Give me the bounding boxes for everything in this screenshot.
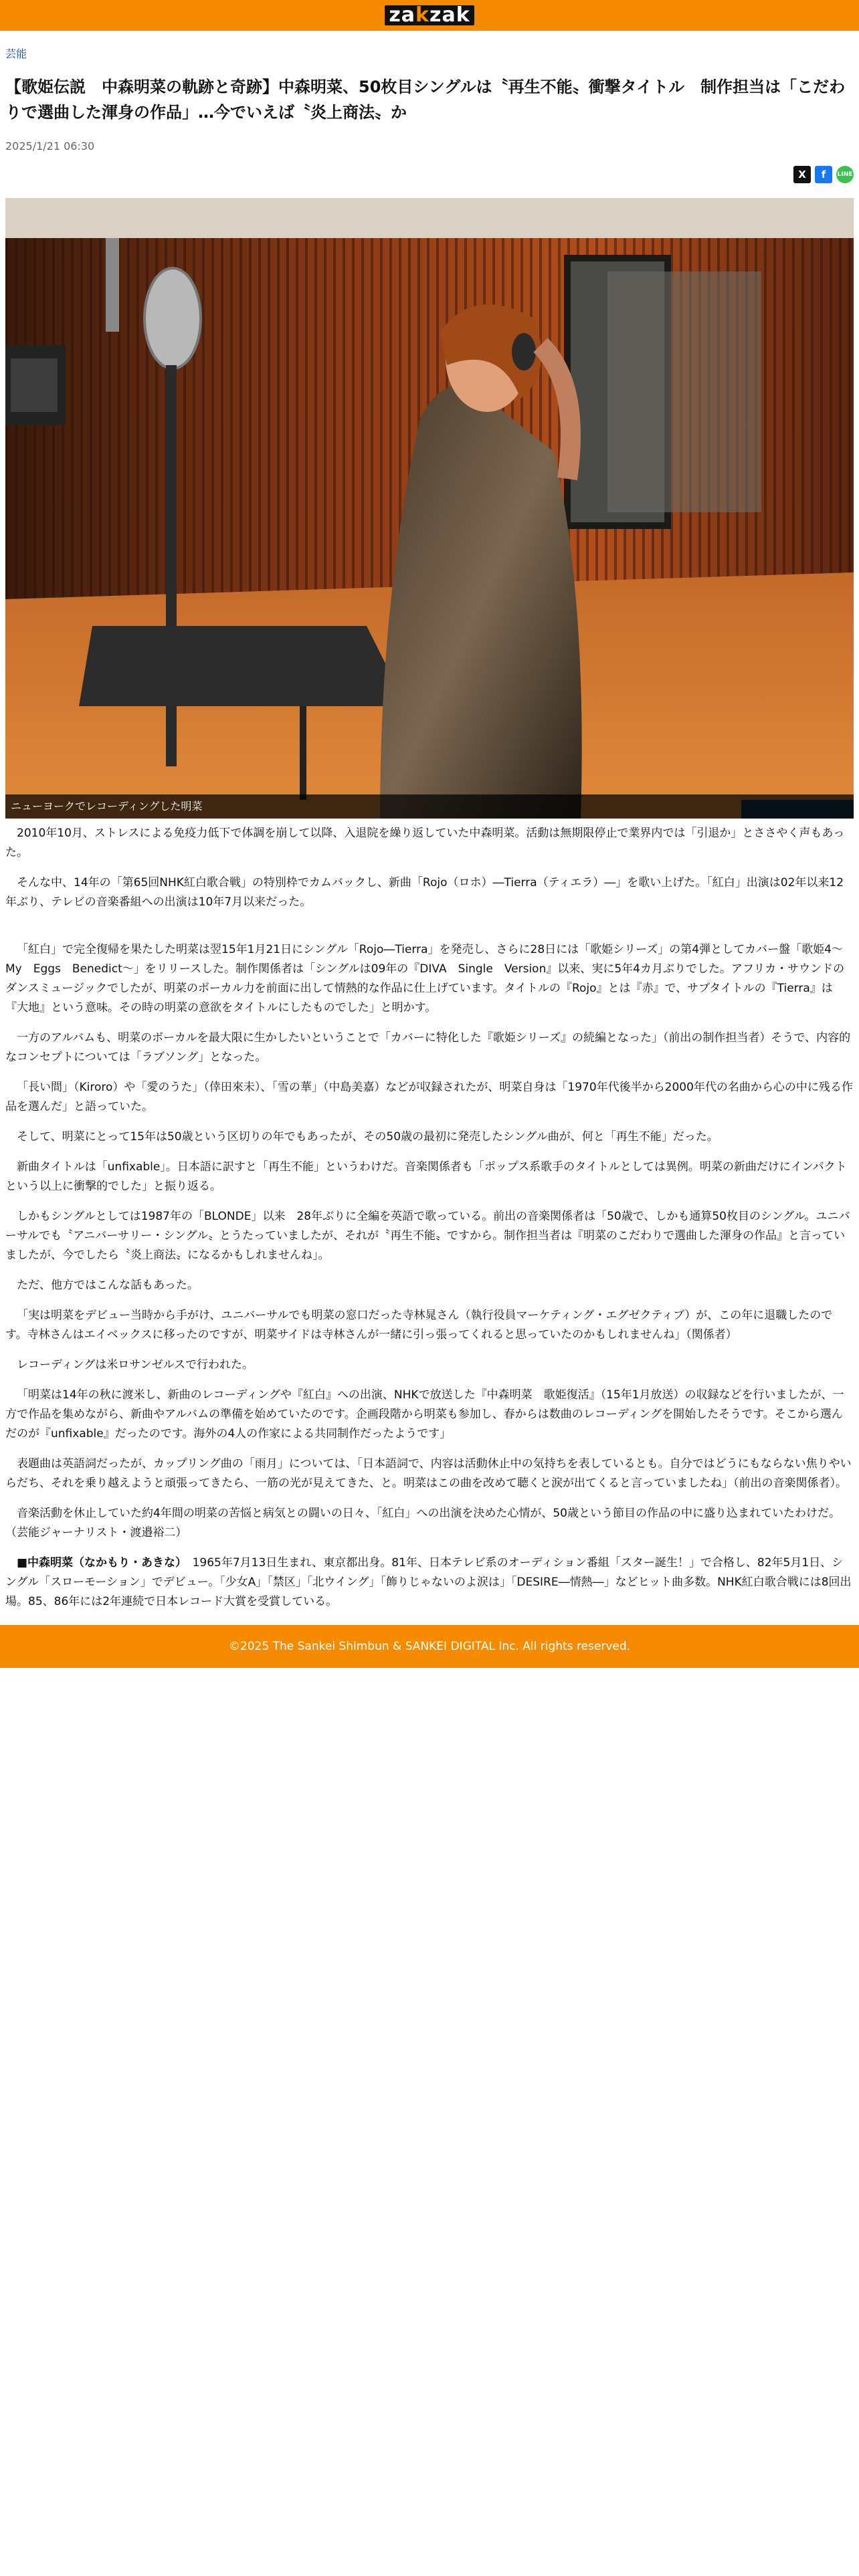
paragraph-4: 一方のアルバムも、明菜のボーカルを最大限に生かしたいということで「カバーに特化した『歌姫シリーズ』の続編となった」（前出の制作担当者）そうで、内容的なコンセプトについては「ラブソング」となった。 xyxy=(5,1031,851,1064)
paragraph-5: 「長い間」（Kiroro）や「愛のうた」（倖田來未）、「雪の華」（中島美嘉）などが収録されたが、明菜自身は「1970年代後半から2000年代の名曲から心の中に残る作品を選んだ」と語っていた。 xyxy=(5,1081,853,1113)
article-title: 【歌姫伝説 中森明菜の軌跡と奇跡】中森明菜、50枚目シングルは〝再生不能〟衝撃タイトル 制作担当は「こだわりで選曲した渾身の作品」…今でいえば〝炎上商法〟か xyxy=(5,78,846,122)
category-link[interactable]: 芸能 xyxy=(5,47,27,60)
paragraph-6: そして、明菜にとって15年は50歳という区切りの年でもあったが、その50歳の最初に発売したシングル曲が、何と「再生不能」だった。 xyxy=(17,1130,719,1144)
publish-date: 2025/1/21 06:30 xyxy=(5,140,95,152)
site-footer xyxy=(0,1625,859,1668)
paragraph-1: 2010年10月、ストレスによる免疫力低下で体調を崩して以降、入退院を繰り返していた中森明菜。活動は無期限停止で業界内では「引退か」とささやく声もあった。 xyxy=(5,827,845,859)
profile-text: 1965年7月13日生まれ、東京都出身。81年、日本テレビ系のオーディション番組「スター誕生！」で合格し、82年5月1日、シングル「スローモーション」でデビュー。「少女A」「禁区」「北ウイング」「飾りじゃないのよ涙は」「DESIRE―情熱―」などヒット曲多数。NHK紅白歌合戦には8回出場。85、86年には2年連続で日本レコード大賞を受賞している。 xyxy=(5,1556,852,1608)
line-share-icon[interactable]: LINE xyxy=(836,166,854,183)
paragraph-14: 音楽活動を休止していた約4年間の明菜の苦悩と病気との闘いの日々、「紅白」への出演を決めた心情が、50歳という節目の作品の中に盛り込まれていたわけだ。（芸能ジャーナリスト・渡邉裕二） xyxy=(5,1507,840,1539)
paragraph-7: 新曲タイトルは「unfixable」。日本語に訳すと「再生不能」というわけだ。音楽関係者も「ポップス系歌手のタイトルとしては異例。明菜の新曲だけにインパクトという以上に衝撃的でした」と振り返る。 xyxy=(5,1160,847,1193)
paragraph-10: 「実は明菜をデビュー当時から手がけ、ユニバーサルでも明菜の窓口だった寺林晁さん（執行役員マーケティング・エグゼクティブ）が、この年に退職したのです。寺林さんはエイベックスに移ったのですが、明菜サイドは寺林さんが一緒に引っ張ってくれると思っていたのかもしれませんね」（関係者） xyxy=(5,1309,833,1341)
article-photo xyxy=(5,198,854,819)
paragraph-13: 表題曲は英語詞だったが、カップリング曲の「雨月」については、「日本語詞で、内容は活動休止中の気持ちを表しているとも。自分ではどうにもならない焦りやいらだち、それを乗り越えようと頑張ってきたら、一筋の光が見えてきた、と。明菜はこの曲を改めて聴くと涙が出てくると言っていましたね」（前出の音楽関係者）。 xyxy=(5,1457,852,1490)
paragraph-2: そんな中、14年の「第65回NHK紅白歌合戦」の特別枠でカムバックし、新曲「Rojo（ロホ）―Tierra（ティエラ）―」を歌い上げた。「紅白」出演は02年以来12年ぶり、テレビの音楽番組への出演は10年7月以来だった。 xyxy=(5,876,844,909)
site-logo[interactable] xyxy=(385,5,474,25)
paragraph-3: 「紅白」で完全復帰を果たした明菜は翌15年1月21日にシングル「Rojo―Tierra」を発売し、さらに28日には「歌姫シリーズ」の第4弾としてカバー盤「歌姫4～My Eggs Benedict～」をリリースした。制作関係者は「シングルは09年の『DIVA Single Version』以来、実に5年4カ月ぶりでした。アフリカ・サウンドのダンスミュージックでしたが、明菜のボーカル力を前面に出して情熱的な作品に仕上げています。タイトルの『Rojo』とは『赤』で、サブタイトルの『Tierra』は『大地』という意味。その時の明菜の意欲をタイトルにしたものでした」と明かす。 xyxy=(5,943,845,1014)
paragraph-8: しかもシングルとしては1987年の「BLONDE」以来 28年ぶりに全編を英語で歌っている。前出の音楽関係者は「50歳で、しかも通算50枚目のシングル。ユニバーサルでも〝アニバーサリー・シングル〟とうたっていましたが、それが〝再生不能〟ですから。制作担当者は『明菜のこだわりで選曲した渾身の作品』と言っていましたが、今でしたら〝炎上商法〟になるかもしれませんね」。 xyxy=(5,1210,850,1262)
photo-caption: ニューヨークでレコーディングした明菜 xyxy=(5,794,854,819)
logo-part-b: zak xyxy=(430,3,470,27)
site-header xyxy=(0,0,859,31)
profile-name: ■中森明菜（なかもり・あきな） xyxy=(17,1556,181,1570)
logo-part-a: za xyxy=(389,3,416,27)
paragraph-9: ただ、他方ではこんな話もあった。 xyxy=(17,1279,199,1292)
share-buttons xyxy=(5,166,854,183)
article-container xyxy=(0,31,859,1612)
profile-paragraph xyxy=(5,1553,854,1612)
copyright-text: ©2025 The Sankei Shimbun & SANKEI DIGITAL Inc. All rights reserved. xyxy=(228,1640,631,1653)
facebook-share-icon[interactable]: f xyxy=(815,166,832,183)
x-share-icon[interactable]: X xyxy=(793,166,811,183)
paragraph-11: レコーディングは米ロサンゼルスで行われた。 xyxy=(17,1358,254,1372)
recording-studio-photo xyxy=(5,198,854,819)
logo-part-k: k xyxy=(415,3,430,27)
paragraph-12: 「明菜は14年の秋に渡米し、新曲のレコーディングや『紅白』への出演、NHKで放送した『中森明菜 歌姫復活』（15年1月放送）の収録などを行いましたが、一方で作品を集めながら、新曲やアルバムの準備を始めていたのです。企画段階から明菜も参加し、春からは数曲のレコーディングを開始したそうです。そこから選んだのが『unfixable』だったのです。海外の4人の作家による共同制作だったようです」 xyxy=(5,1388,844,1440)
article-body xyxy=(5,824,854,1612)
